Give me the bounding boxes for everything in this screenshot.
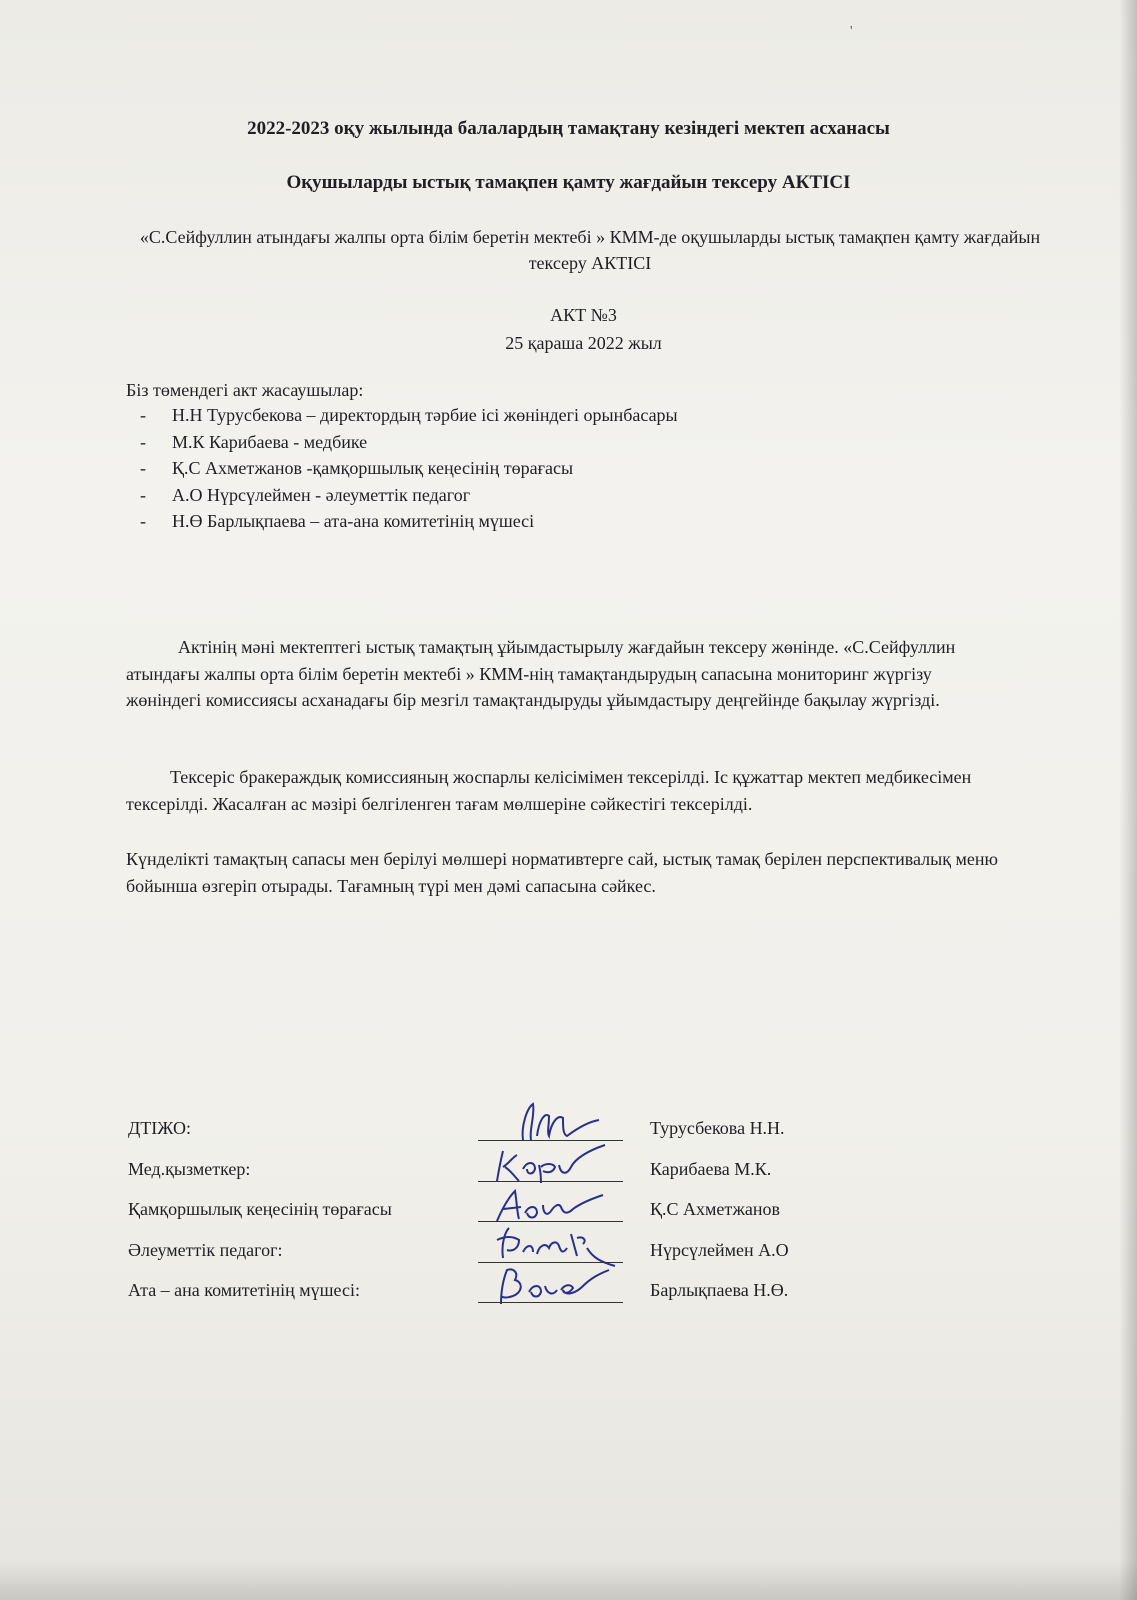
signature-role: Әлеуметтік педагог: bbox=[128, 1240, 283, 1260]
list-item bbox=[126, 432, 678, 459]
act-date: 25 қараша 2022 жыл bbox=[505, 333, 662, 353]
body-paragraph-conclusion: Күнделікті тамақтың сапасы мен берілуі мөлшері нормативтерге сай, ыстық тамақ берілен перспективалық меню бойынша өзгеріп отырады. Тағамның түрі мен дәмі сапасына сәйкес. bbox=[126, 849, 998, 896]
document-subtitle: «С.Сейфуллин атындағы жалпы орта білім беретін мектебі » КММ-де оқушыларды ыстық тамақпен қамту жағдайын тексеру АКТІСІ bbox=[139, 227, 1041, 273]
bullet-dash: - bbox=[140, 405, 146, 425]
signature-line bbox=[478, 1302, 623, 1303]
body-paragraph-inspection: Тексеріс бракераждық комиссияның жоспарлы келісімімен тексерілді. Іс құжаттар мектеп медбикесімен тексерілді. Жасалған ас мәзірі белгіленген тағам мөлшеріне сәйкестігі тексерілді. bbox=[126, 767, 972, 814]
signature-role: Мед.қызметкер: bbox=[128, 1159, 251, 1179]
list-item bbox=[126, 405, 678, 432]
list-item bbox=[126, 458, 678, 485]
members-list bbox=[126, 405, 678, 538]
bullet-dash: - bbox=[140, 484, 146, 505]
bullet-dash: - bbox=[140, 431, 146, 452]
document-heading: Оқушыларды ыстық тамақпен қамту жағдайын тексеру АКТІСІ bbox=[286, 172, 851, 193]
member-text: Қ.С Ахметжанов -қамқоршылық кеңесінің төрағасы bbox=[172, 458, 574, 478]
list-item bbox=[126, 511, 678, 538]
member-text: М.К Карибаева - медбике bbox=[172, 431, 368, 452]
list-item bbox=[126, 485, 678, 512]
page-bottom-shadow bbox=[0, 1560, 1137, 1600]
member-text: А.О Нүрсүлеймен - әлеуметтік педагог bbox=[172, 484, 471, 505]
bullet-dash: - bbox=[140, 458, 146, 478]
signatory-name: Барлықпаева Н.Ө. bbox=[650, 1280, 789, 1300]
member-text: Н.Ө Барлықпаева – ата-ана комитетінің мүшесі bbox=[172, 511, 535, 531]
signature-role: Қамқоршылық кеңесінің төрағасы bbox=[128, 1199, 392, 1219]
document-title: 2022-2023 оқу жылында балалардың тамақтану кезіндегі мектеп асханасы bbox=[247, 118, 890, 139]
act-number: АКТ №3 bbox=[550, 305, 617, 325]
signature-role: Ата – ана комитетінің мүшесі: bbox=[128, 1280, 360, 1300]
signatory-name: Турусбекова Н.Н. bbox=[650, 1118, 785, 1138]
members-intro: Біз төмендегі акт жасаушылар: bbox=[126, 380, 364, 400]
signatory-name: Карибаева М.К. bbox=[650, 1159, 772, 1179]
body-paragraph-purpose: Актінің мәні мектептегі ыстық тамақтың ұйымдастырылу жағдайын тексеру жөнінде. «С.Сейфуллин атындағы жалпы орта білім беретін мектебі » КММ-нің тамақтандырудың сапасына мониторинг жүргізу жөніндегі комиссиясы асханадағы бір мезгіл тамақтандыруды ұйымдастыру деңгейінде бақылау жүргізді. bbox=[126, 637, 956, 710]
signatory-name: Нүрсүлеймен А.О bbox=[650, 1240, 789, 1260]
page-edge-shadow bbox=[1119, 0, 1137, 1600]
signature-row bbox=[128, 1280, 888, 1310]
signature-role: ДТІЖО: bbox=[128, 1118, 191, 1138]
member-text: Н.Н Турусбекова – директордың тәрбие ісі жөніндегі орынбасары bbox=[172, 405, 678, 425]
signatory-name: Қ.С Ахметжанов bbox=[650, 1199, 781, 1219]
bullet-dash: - bbox=[140, 511, 146, 531]
corner-mark: ' bbox=[850, 24, 853, 39]
handwritten-signature bbox=[483, 1258, 623, 1308]
